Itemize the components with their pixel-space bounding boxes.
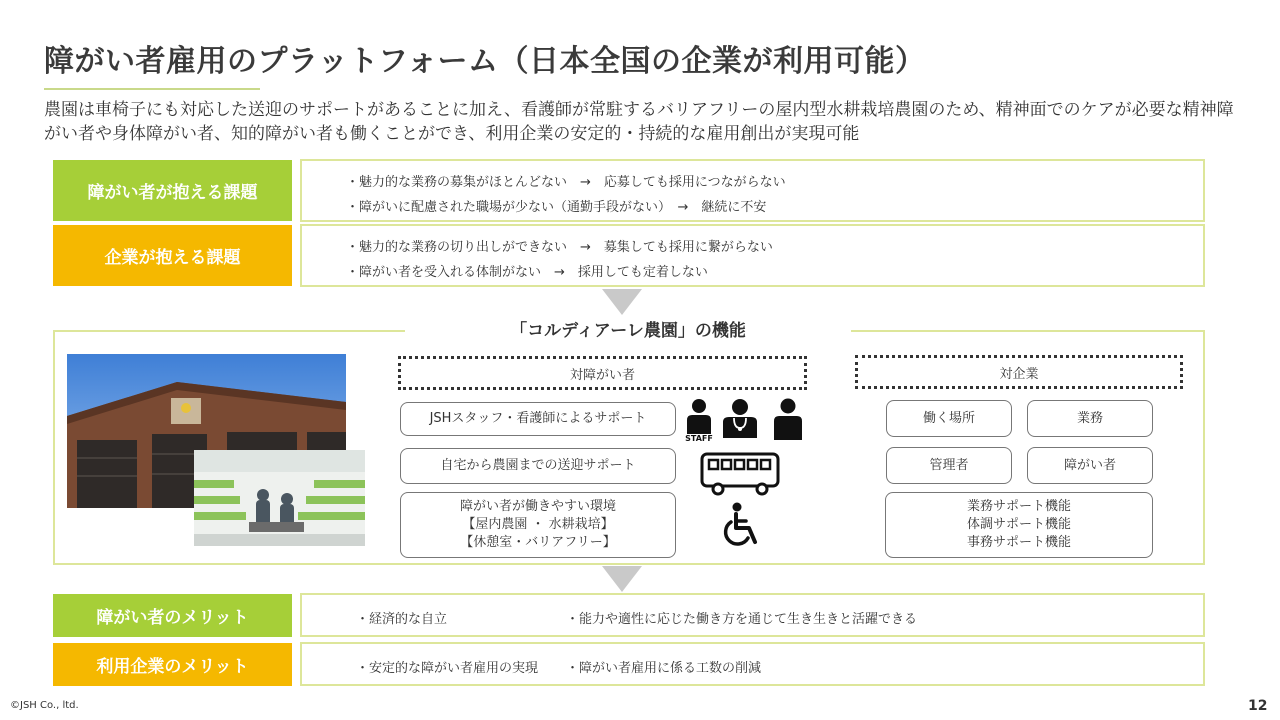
transport-support-box: 自宅から農園までの送迎サポート: [400, 448, 676, 484]
functions-heading: 「コルディアーレ農園」の機能: [405, 316, 851, 341]
down-arrow-icon: [602, 289, 642, 315]
title-underline: [44, 88, 260, 90]
merit-panel-disabled: [300, 593, 1205, 637]
merit-bullet: ・能力や適性に応じた働き方を通じて生き生きと活躍できる: [566, 612, 918, 627]
merit-label-company: 利用企業のメリット: [53, 643, 292, 686]
merit-label-disabled: 障がい者のメリット: [53, 594, 292, 637]
page-number: 12: [1248, 698, 1268, 714]
bus-icon: [700, 452, 780, 496]
issue-label-disabled: 障がい者が抱える課題: [53, 160, 292, 221]
copyright: ©JSH Co., ltd.: [10, 700, 79, 711]
merit-panel-company: [300, 642, 1205, 686]
issue-bullet: ・障がいに配慮された職場が少ない（通勤手段がない） → 継続に不安: [346, 200, 767, 215]
staff-label: STAFF: [685, 434, 713, 443]
company-box-manager: 管理者: [886, 447, 1012, 484]
issue-bullet: ・魅力的な業務の切り出しができない → 募集しても採用に繋がらない: [346, 240, 773, 255]
nurse-icon: [721, 398, 759, 438]
issue-panel-disabled: [300, 159, 1205, 222]
page-title: 障がい者雇用のプラットフォーム（日本全国の企業が利用可能）: [44, 44, 926, 79]
environment-box: 障がい者が働きやすい環境 【屋内農園 ・ 水耕栽培】 【休憩室・バリアフリー】: [400, 492, 676, 558]
company-support-box: 業務サポート機能 体調サポート機能 事務サポート機能: [885, 492, 1153, 558]
merit-bullet: ・経済的な自立: [356, 612, 448, 627]
person-icon: [771, 398, 805, 440]
company-box-disabled: 障がい者: [1027, 447, 1153, 484]
issue-bullet: ・魅力的な業務の募集がほとんどない → 応募しても採用につながらない: [346, 175, 786, 190]
issue-label-company: 企業が抱える課題: [53, 225, 292, 286]
intro-text: 農園は車椅子にも対応した送迎のサポートがあることに加え、看護師が常駐するバリアフリーの屋内型水耕栽培農園のため、精神面でのケアが必要な精神障がい者や身体障がい者、知的障がい者も働くことができ、利用企業の安定的・持続的な雇用創出が実現可能: [44, 100, 1234, 144]
down-arrow-icon: [602, 566, 642, 592]
company-box-workplace: 働く場所: [886, 400, 1012, 437]
merit-bullet: ・安定的な障がい者雇用の実現: [356, 661, 539, 676]
issue-bullet: ・障がい者を受入れる体制がない → 採用しても定着しない: [346, 265, 708, 280]
support-staff-box: JSHスタッフ・看護師によるサポート: [400, 402, 676, 436]
wheelchair-icon: [722, 502, 762, 548]
staff-person-icon: [684, 398, 714, 446]
issue-panel-company: [300, 224, 1205, 287]
merit-bullet: ・障がい者雇用に係る工数の削減: [566, 661, 762, 676]
for-company-heading: 対企業: [855, 355, 1183, 389]
for-disabled-heading: 対障がい者: [398, 356, 807, 390]
indoor-farm-photo: [194, 450, 365, 546]
company-box-work: 業務: [1027, 400, 1153, 437]
